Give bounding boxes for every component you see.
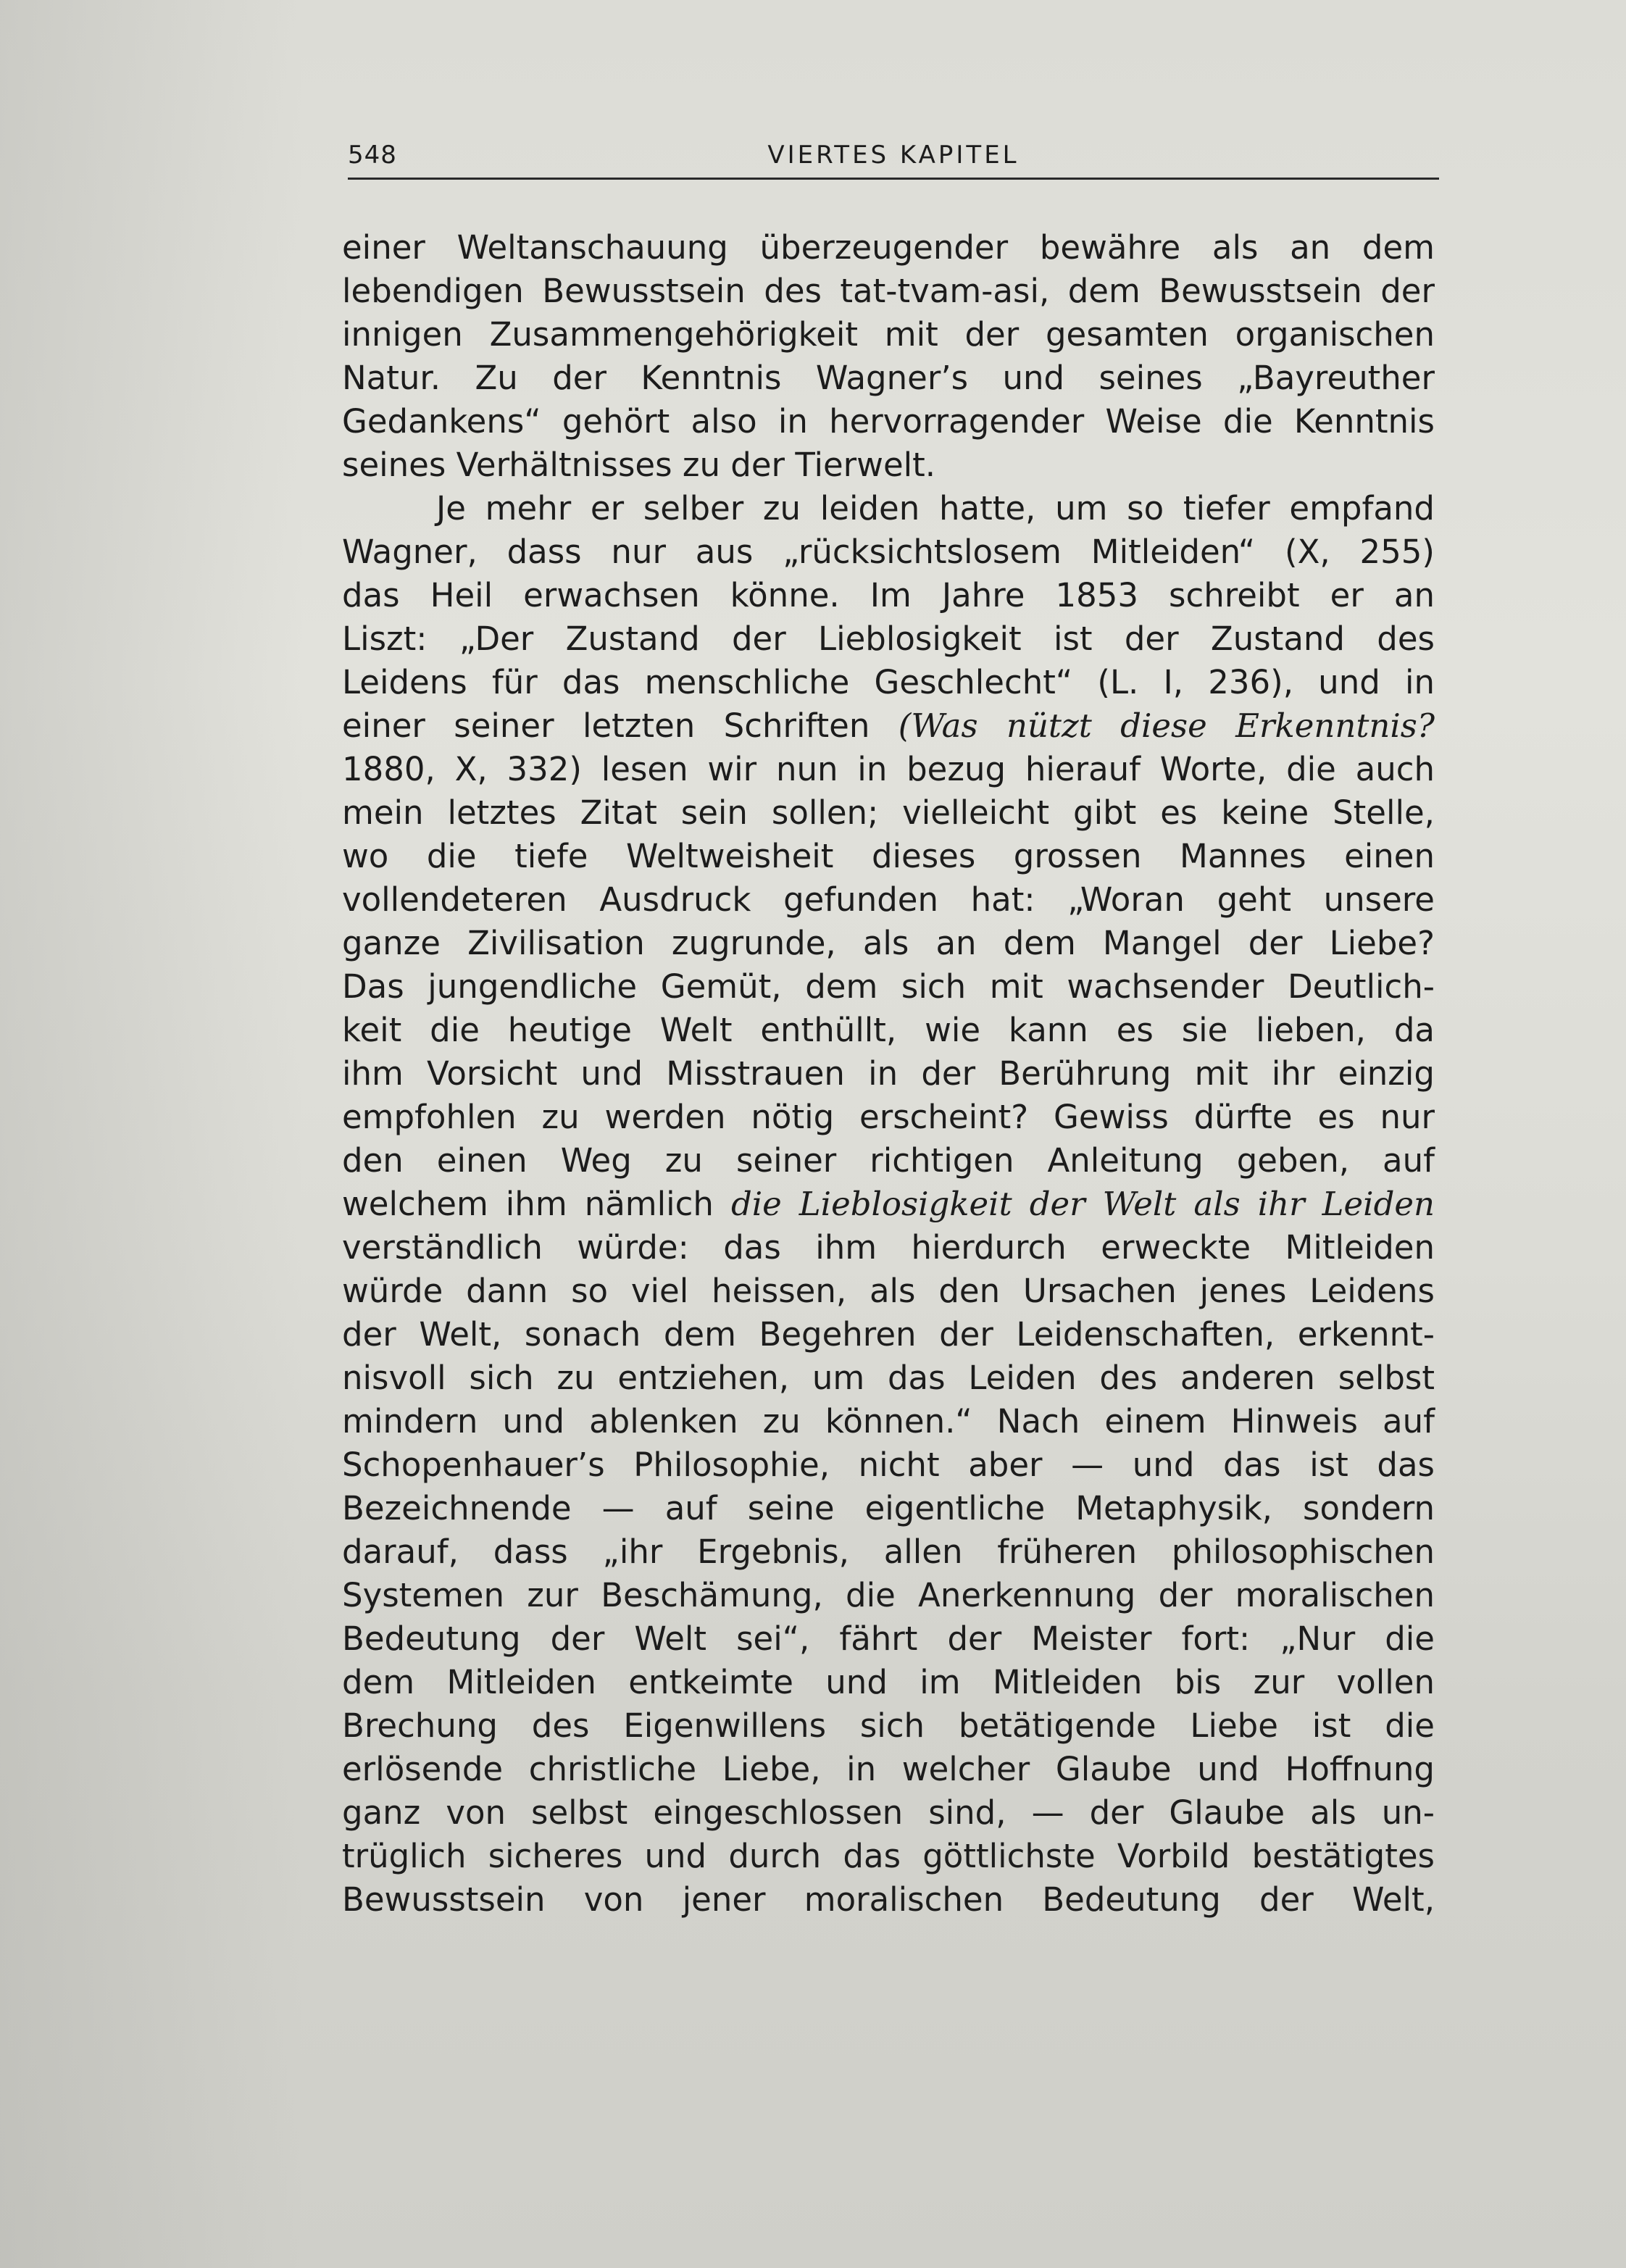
body-text	[342, 226, 1435, 1922]
text-line: Brechung des Eigenwillens sich betätigende Liebe ist die	[342, 1706, 1435, 1745]
text-line: empfohlen zu werden nötig erscheint? Gewiss dürfte es nur	[342, 1098, 1435, 1136]
text-line: mein letztes Zitat sein sollen; vielleicht gibt es keine Stelle,	[342, 793, 1435, 832]
text-line: ganze Zivilisation zugrunde, als an dem Mangel der Liebe?	[342, 924, 1435, 962]
text-line: mindern und ablenken zu können.“ Nach einem Hinweis auf	[342, 1402, 1435, 1441]
header-rule	[348, 178, 1439, 180]
text-line: keit die heutige Welt enthüllt, wie kann es sie lieben, da	[342, 1011, 1435, 1049]
text-line: wo die tiefe Weltweisheit dieses grossen Mannes einen	[342, 837, 1435, 875]
text-line: erlösende christliche Liebe, in welcher Glaube und Hoffnung	[342, 1750, 1435, 1788]
text-line: ganz von selbst eingeschlossen sind, — der Glaube als un-	[342, 1793, 1435, 1832]
text-line: lebendigen Bewusstsein des tat-tvam-asi, dem Bewusstsein der	[342, 272, 1435, 310]
page-shading	[0, 0, 304, 2268]
text-line: trüglich sicheres und durch das göttlichste Vorbild bestätigtes	[342, 1837, 1435, 1875]
text-line: das Heil erwachsen könne. Im Jahre 1853 schreibt er an	[342, 576, 1435, 614]
text-line: Wagner, dass nur aus „rücksichtslosem Mitleiden“ (X, 255)	[342, 533, 1435, 571]
text-line: vollendeteren Ausdruck gefunden hat: „Woran geht unsere	[342, 880, 1435, 919]
text-line: verständlich würde: das ihm hierdurch erweckte Mitleiden	[342, 1228, 1435, 1267]
text-line: 1880, X, 332) lesen wir nun in bezug hierauf Worte, die auch	[342, 750, 1435, 788]
text-line: Systemen zur Beschämung, die Anerkennung der moralischen	[342, 1576, 1435, 1614]
text-line: der Welt, sonach dem Begehren der Leidenschaften, erkennt-	[342, 1315, 1435, 1354]
text-line: Je mehr er selber zu leiden hatte, um so tiefer empfand	[436, 489, 1435, 528]
text-line: seines Verhältnisses zu der Tierwelt.	[342, 446, 936, 484]
text-line: einer Weltanschauung überzeugender bewähre als an dem	[342, 228, 1435, 267]
text-line: Das jungendliche Gemüt, dem sich mit wachsender Deutlich-	[342, 967, 1435, 1006]
text-line: Natur. Zu der Kenntnis Wagner’s und seines „Bayreuther	[342, 359, 1435, 397]
text-line	[342, 1183, 1435, 1226]
page-number: 548	[348, 141, 397, 170]
text-line: Gedankens“ gehört also in hervorragender Weise die Kenntnis	[342, 402, 1435, 441]
text-line: Bedeutung der Welt sei“, fährt der Meister fort: „Nur die	[342, 1619, 1435, 1658]
italic-title: (Was nützt diese Erkenntnis?	[898, 706, 1435, 745]
text-line: ihm Vorsicht und Misstrauen in der Berührung mit ihr einzig	[342, 1054, 1435, 1093]
text-line: würde dann so viel heissen, als den Ursachen jenes Leidens	[342, 1272, 1435, 1310]
text-line: dem Mitleiden entkeimte und im Mitleiden bis zur vollen	[342, 1663, 1435, 1701]
text-line: Bezeichnende — auf seine eigentliche Metaphysik, sondern	[342, 1489, 1435, 1527]
text-line: Liszt: „Der Zustand der Lieblosigkeit ist der Zustand des	[342, 620, 1435, 658]
text-segment: welchem ihm nämlich	[342, 1185, 731, 1223]
text-line: Schopenhauer’s Philosophie, nicht aber — und das ist das	[342, 1446, 1435, 1484]
running-title: VIERTES KAPITEL	[767, 141, 1020, 170]
text-line: Leidens für das menschliche Geschlecht“ (L. I, 236), und in	[342, 663, 1435, 701]
page-header	[348, 136, 1439, 180]
text-line: Bewusstsein von jener moralischen Bedeutung der Welt,	[342, 1880, 1435, 1919]
text-line: darauf, dass „ihr Ergebnis, allen früheren philosophischen	[342, 1533, 1435, 1571]
text-line: nisvoll sich zu entziehen, um das Leiden des anderen selbst	[342, 1359, 1435, 1397]
text-line: innigen Zusammengehörigkeit mit der gesamten organischen	[342, 315, 1435, 354]
italic-emphasis: die Lieblosigkeit der Welt als ihr Leiden	[730, 1185, 1435, 1223]
text-segment: einer seiner letzten Schriften	[342, 706, 899, 745]
text-line	[342, 704, 1435, 748]
text-line: den einen Weg zu seiner richtigen Anleitung geben, auf	[342, 1141, 1435, 1180]
